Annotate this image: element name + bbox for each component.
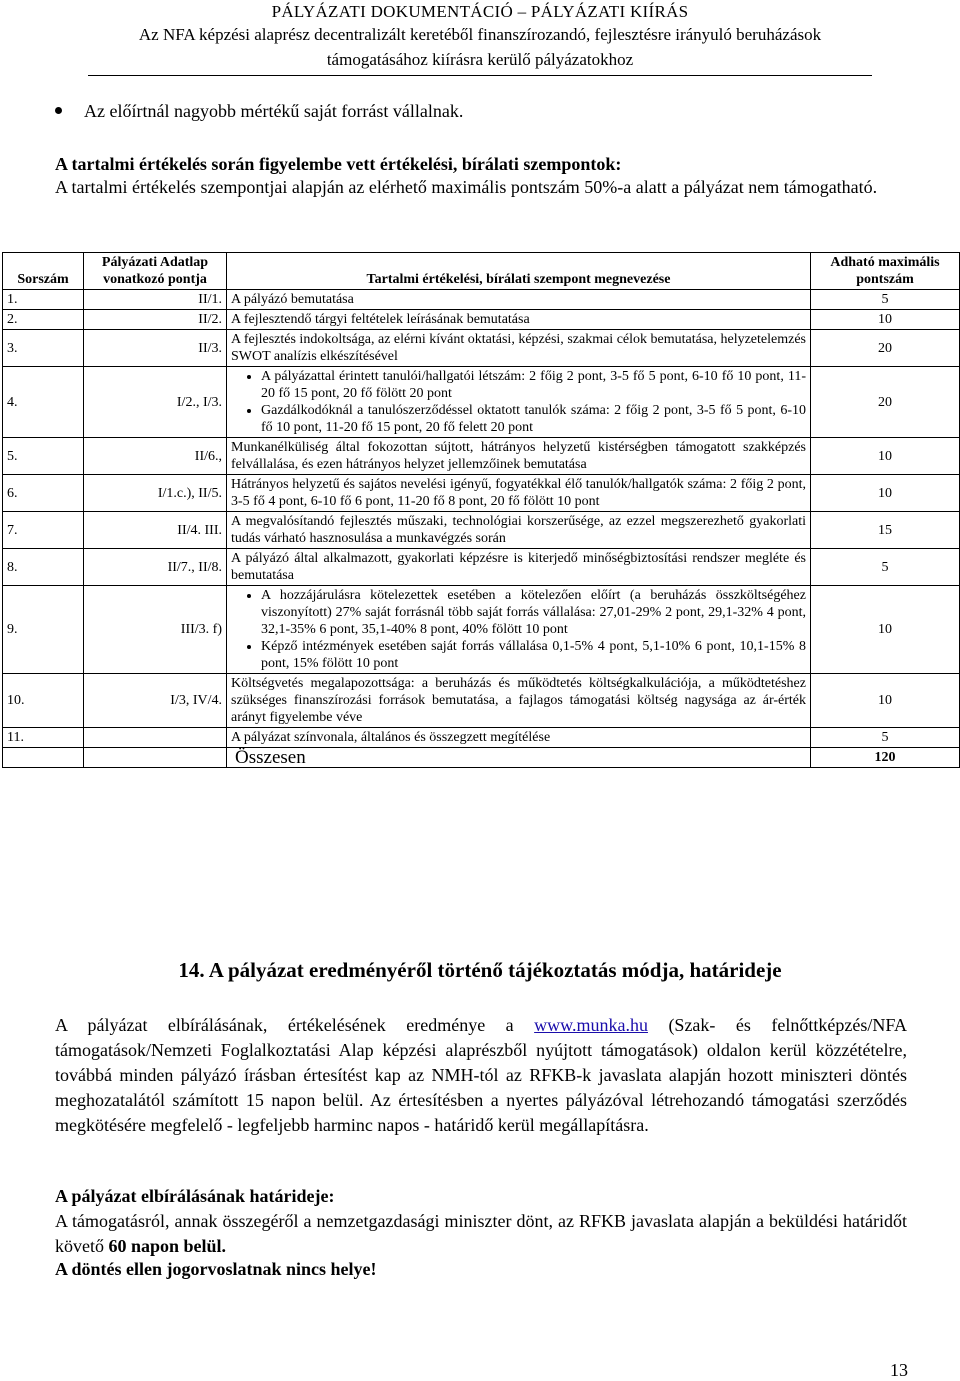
page-number: 13 bbox=[890, 1360, 908, 1380]
row-ref: I/2., I/3. bbox=[84, 367, 227, 438]
row-points: 5 bbox=[811, 549, 960, 586]
list-item: • A hozzájárulásra kötelezettek esetében a kötelezően előírt (a beruházás összköltségéhez viszonyított) 27% saját forrásnál több saját forrás vállalása: 27,01-29% 2 pont, 29,1-32% 4 pont, 32,1-35% 6 pont, 35,1-40% 8 pont, 40% fölött 10 pont bbox=[261, 587, 806, 638]
result-text-b: (Szak- és felnőttképzés/NFA támogatások/Nemzeti Foglalkoztatási Alap képzési alaprészből nyújtott támogatások) oldalon kerül közzétételre, továbbá minden pályázó írásban értesítést kap az NMH-tól az RFKB-k javaslata alapján hozott miniszteri döntés meghozatalától számított 15 napon belül. Az értesítésben a nyertes pályázóval létrehozandó támogatási szerződés megkötésére megfelelő - legfeljebb harminc napos - határidő kerül megállapításra. bbox=[55, 1015, 907, 1135]
header-adatlap: Pályázati Adatlap vonatkozó pontja bbox=[84, 253, 227, 290]
table-row bbox=[3, 438, 960, 475]
row-number: 3. bbox=[3, 330, 84, 367]
bullet-text: Az előírtnál nagyobb mértékű saját forrást vállalnak. bbox=[84, 101, 464, 121]
table-header-row bbox=[3, 253, 960, 290]
table-row bbox=[3, 310, 960, 330]
row-number: 9. bbox=[3, 586, 84, 674]
row-text: Hátrányos helyzetű és sajátos nevelési igényű, fogyatékkal élő tanulók/hallgatók száma: 2 főig 2 pont, 3-5 fő 4 pont, 6-10 fő 6 pont, 11-20 fő 8 pont, 20 fő fölött 10 pont bbox=[227, 475, 811, 512]
row-points: 15 bbox=[811, 512, 960, 549]
row-bullet-list bbox=[231, 368, 806, 436]
row-ref bbox=[84, 728, 227, 748]
result-paragraph bbox=[55, 1013, 907, 1138]
row-ref: I/3, IV/4. bbox=[84, 674, 227, 728]
result-text-a: A pályázat elbírálásának, értékelésének eredménye a bbox=[55, 1015, 535, 1035]
row-text: A pályázó bemutatása bbox=[227, 290, 811, 310]
list-item: • Képző intézmények esetében saját forrás vállalása 0,1-5% 4 pont, 5,1-10% 6 pont, 10,1-15% 8 pont, 15% fölött 10 pont bbox=[261, 638, 806, 672]
row-text: A fejlesztendő tárgyi feltételek leírásának bemutatása bbox=[227, 310, 811, 330]
header-line-2: Az NFA képzési alaprész decentralizált keretéből finanszírozandó, fejlesztésre irányuló beruházások bbox=[138, 25, 822, 44]
table-row bbox=[3, 728, 960, 748]
table-row bbox=[3, 475, 960, 512]
row-points: 20 bbox=[811, 367, 960, 438]
criteria-title: A tartalmi értékelés során figyelembe vett értékelési, bírálati szempontok: bbox=[55, 154, 622, 174]
page-header bbox=[0, 0, 960, 78]
bullet-item bbox=[55, 101, 463, 122]
row-ref: II/7., II/8. bbox=[84, 549, 227, 586]
deadline-title: A pályázat elbírálásának határideje: bbox=[55, 1186, 335, 1206]
row-number: 10. bbox=[3, 674, 84, 728]
row-number: 5. bbox=[3, 438, 84, 475]
total-label: Összesen bbox=[227, 748, 811, 768]
row-ref: II/6., bbox=[84, 438, 227, 475]
row-text bbox=[227, 367, 811, 438]
header-line-3: támogatásához kiírásra kerülő pályázatokhoz bbox=[326, 50, 634, 69]
list-item: • A pályázattal érintett tanulói/hallgatói létszám: 2 főig 2 pont, 3-5 fő 5 pont, 6-10 fő 10 pont, 11-20 fő 15 pont, 20 fő fölött 20 pont bbox=[261, 368, 806, 402]
row-text: A pályázat színvonala, általános és összegzett megítélése bbox=[227, 728, 811, 748]
deadline-text: A támogatásról, annak összegéről a nemzetgazdasági miniszter dönt, az RFKB javaslata alapján a beküldési határidőt követő bbox=[55, 1211, 907, 1256]
header-rule bbox=[88, 75, 872, 76]
row-points: 5 bbox=[811, 728, 960, 748]
row-ref: II/1. bbox=[84, 290, 227, 310]
row-number: 6. bbox=[3, 475, 84, 512]
row-points: 10 bbox=[811, 475, 960, 512]
row-number: 1. bbox=[3, 290, 84, 310]
row-ref: III/3. f) bbox=[84, 586, 227, 674]
total-row bbox=[3, 748, 960, 768]
table-row bbox=[3, 290, 960, 310]
bullet-dot-icon bbox=[55, 107, 62, 114]
table-row bbox=[3, 674, 960, 728]
row-ref: II/3. bbox=[84, 330, 227, 367]
row-text: Költségvetés megalapozottsága: a beruházás és működtetés költségkalkulációja, a működtetéshez szükséges finanszírozási források bemutatása, a fajlagos támogatási költség nagysága az ár-érték arányt figyelembe véve bbox=[227, 674, 811, 728]
row-number: 2. bbox=[3, 310, 84, 330]
total-empty-2 bbox=[84, 748, 227, 768]
section-14-title: 14. A pályázat eredményéről történő tájékoztatás módja, határideje bbox=[178, 958, 782, 982]
row-number: 8. bbox=[3, 549, 84, 586]
row-points: 5 bbox=[811, 290, 960, 310]
criteria-body: A tartalmi értékelés szempontjai alapján az elérhető maximális pontszám 50%-a alatt a pályázat nem támogatható. bbox=[55, 177, 878, 197]
list-item: • Gazdálkodóknál a tanulószerződéssel oktatott tanulók száma: 2 főig 2 pont, 3-5 fő 5 pont, 6-10 fő 10 pont, 11-20 fő 15 pont, 20 fő felett 20 pont bbox=[261, 402, 806, 436]
row-text: A fejlesztés indokoltsága, az elérni kívánt oktatási, képzési, szakmai célok bemutatása, helyzetelemzés SWOT analízis elkészítésével bbox=[227, 330, 811, 367]
row-number: 4. bbox=[3, 367, 84, 438]
header-szempont: Tartalmi értékelési, bírálati szempont megnevezése bbox=[227, 253, 811, 290]
deadline-paragraph bbox=[55, 1209, 907, 1259]
row-points: 10 bbox=[811, 674, 960, 728]
row-number: 11. bbox=[3, 728, 84, 748]
table-row bbox=[3, 586, 960, 674]
row-text bbox=[227, 586, 811, 674]
row-text: Munkanélküliség által fokozottan sújtott, hátrányos helyzetű kistérségben támogatott szakképzés felvállalása, és ezen hátrányos helyzet jellemzőinek bemutatása bbox=[227, 438, 811, 475]
row-ref: II/2. bbox=[84, 310, 227, 330]
row-text: A pályázó által alkalmazott, gyakorlati képzésre is kiterjedő minőségbiztosítási rendszer megléte és bemutatása bbox=[227, 549, 811, 586]
row-number: 7. bbox=[3, 512, 84, 549]
total-value: 120 bbox=[811, 748, 960, 768]
row-points: 10 bbox=[811, 310, 960, 330]
evaluation-table bbox=[2, 252, 960, 768]
deadline-bold: 60 napon belül. bbox=[108, 1236, 227, 1256]
row-points: 10 bbox=[811, 586, 960, 674]
table-row bbox=[3, 330, 960, 367]
row-ref: II/4. III. bbox=[84, 512, 227, 549]
table-row bbox=[3, 549, 960, 586]
table-row bbox=[3, 512, 960, 549]
final-statement: A döntés ellen jogorvoslatnak nincs helye! bbox=[55, 1259, 377, 1279]
row-bullet-list bbox=[231, 587, 806, 672]
header-sorszam: Sorszám bbox=[3, 253, 84, 290]
row-points: 20 bbox=[811, 330, 960, 367]
table-row bbox=[3, 367, 960, 438]
row-text: A megvalósítandó fejlesztés műszaki, technológiai korszerűsége, az ezzel megszerezhető gyakorlati tudás várható hasznosulása a munkavégzés során bbox=[227, 512, 811, 549]
header-pontszam: Adható maximális pontszám bbox=[811, 253, 960, 290]
total-empty-1 bbox=[3, 748, 84, 768]
row-ref: I/1.c.), II/5. bbox=[84, 475, 227, 512]
row-points: 10 bbox=[811, 438, 960, 475]
header-line-1: PÁLYÁZATI DOKUMENTÁCIÓ – PÁLYÁZATI KIÍRÁS bbox=[271, 2, 689, 21]
munka-link[interactable]: www.munka.hu bbox=[534, 1015, 648, 1035]
